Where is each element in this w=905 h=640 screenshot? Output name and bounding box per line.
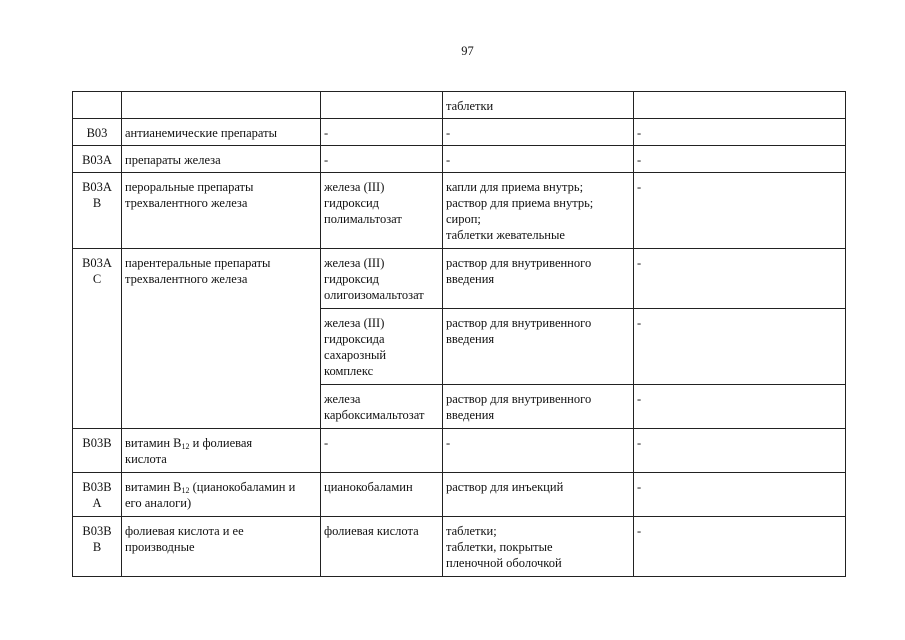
form-line: таблетки, покрытые xyxy=(446,540,553,554)
form-line: раствор для внутривенного xyxy=(446,316,592,330)
table-row-b03a xyxy=(73,146,846,173)
table-row-b03b xyxy=(73,429,846,473)
cell-group: антианемические препараты xyxy=(122,119,321,146)
cell-form xyxy=(443,517,634,577)
cell-code: B03 xyxy=(73,119,122,146)
form-line: таблетки жевательные xyxy=(446,228,565,242)
cell-form xyxy=(443,173,634,249)
group-line: парентеральные препараты xyxy=(125,256,271,270)
cell-form: - xyxy=(443,146,634,173)
cell-group xyxy=(122,517,321,577)
substance-line: железа (III) xyxy=(324,316,385,330)
cell-form xyxy=(443,309,634,385)
cell-note: - xyxy=(634,146,846,173)
group-text: и фолиевая xyxy=(189,436,253,450)
substance-line: гидроксида xyxy=(324,332,385,346)
group-subscript: 12 xyxy=(181,486,190,495)
cell-code: B03A xyxy=(73,146,122,173)
cell-substance: - xyxy=(321,146,443,173)
cell-group xyxy=(122,249,321,429)
group-text: витамин B xyxy=(125,436,182,450)
cell-code xyxy=(73,473,122,517)
cell-group xyxy=(122,473,321,517)
table-row-b03 xyxy=(73,119,846,146)
cell-note: - xyxy=(634,309,846,385)
group-line: кислота xyxy=(125,452,167,466)
code-line: B03A xyxy=(82,180,112,194)
code-line: C xyxy=(92,272,102,286)
code-line: B03B xyxy=(82,524,112,538)
cell-note: - xyxy=(634,173,846,249)
form-line: раствор для внутривенного xyxy=(446,392,592,406)
substance-line: железа (III) xyxy=(324,256,385,270)
code-line: B xyxy=(92,540,102,554)
substance-line: гидроксид xyxy=(324,196,380,210)
cell-code xyxy=(73,92,122,119)
cell-substance: - xyxy=(321,429,443,473)
cell-code: B03B xyxy=(73,429,122,473)
cell-group xyxy=(122,173,321,249)
group-text: витамин B xyxy=(125,480,182,494)
form-line: раствор для внутривенного xyxy=(446,256,592,270)
substance-line: комплекс xyxy=(324,364,374,378)
form-line: введения xyxy=(446,332,495,346)
substance-line: карбоксимальтозат xyxy=(324,408,425,422)
table-row-b03ac xyxy=(73,249,846,309)
form-line: капли для приема внутрь; xyxy=(446,180,584,194)
cell-note: - xyxy=(634,429,846,473)
form-line: таблетки; xyxy=(446,524,497,538)
group-line: трехвалентного железа xyxy=(125,196,248,210)
group-subscript: 12 xyxy=(181,442,190,451)
form-line: введения xyxy=(446,272,495,286)
substance-line: сахарозный xyxy=(324,348,387,362)
cell-substance: цианокобаламин xyxy=(321,473,443,517)
cell-note xyxy=(634,92,846,119)
substance-line: олигоизомальтозат xyxy=(324,288,424,302)
cell-substance: фолиевая кислота xyxy=(321,517,443,577)
cell-form: - xyxy=(443,429,634,473)
code-line: B xyxy=(92,196,102,210)
cell-form xyxy=(443,249,634,309)
form-line: раствор для приема внутрь; xyxy=(446,196,594,210)
cell-form: - xyxy=(443,119,634,146)
cell-code xyxy=(73,173,122,249)
table-row-b03ba xyxy=(73,473,846,517)
code-line: B03A xyxy=(82,256,112,270)
drug-table xyxy=(72,91,846,577)
form-line: сироп; xyxy=(446,212,481,226)
cell-note: - xyxy=(634,473,846,517)
group-line: его аналоги) xyxy=(125,496,192,510)
table-row-b03bb xyxy=(73,517,846,577)
cell-note: - xyxy=(634,249,846,309)
cell-substance xyxy=(321,92,443,119)
group-line: трехвалентного железа xyxy=(125,272,248,286)
form-line: пленочной оболочкой xyxy=(446,556,562,570)
substance-line: полимальтозат xyxy=(324,212,402,226)
page-number: 97 xyxy=(461,44,474,58)
substance-line: гидроксид xyxy=(324,272,380,286)
cell-form: раствор для инъекций xyxy=(443,473,634,517)
cell-substance xyxy=(321,309,443,385)
cell-note: - xyxy=(634,119,846,146)
group-text: (цианокобаламин и xyxy=(189,480,296,494)
cell-substance xyxy=(321,173,443,249)
table-row-b03ab xyxy=(73,173,846,249)
table-row-continuation xyxy=(73,92,846,119)
cell-note: - xyxy=(634,517,846,577)
group-line: пероральные препараты xyxy=(125,180,254,194)
cell-form xyxy=(443,385,634,429)
substance-line: железа (III) xyxy=(324,180,385,194)
cell-group xyxy=(122,429,321,473)
cell-group xyxy=(122,92,321,119)
substance-line: железа xyxy=(324,392,361,406)
cell-note: - xyxy=(634,385,846,429)
cell-code xyxy=(73,517,122,577)
code-line: A xyxy=(92,496,102,510)
cell-form: таблетки xyxy=(443,92,634,119)
cell-substance: - xyxy=(321,119,443,146)
group-line: производные xyxy=(125,540,195,554)
cell-substance xyxy=(321,249,443,309)
code-line: B03B xyxy=(82,480,112,494)
cell-code xyxy=(73,249,122,429)
group-line xyxy=(125,435,317,451)
group-line: фолиевая кислота и ее xyxy=(125,524,244,538)
cell-substance xyxy=(321,385,443,429)
cell-group: препараты железа xyxy=(122,146,321,173)
group-line xyxy=(125,479,317,495)
form-line: введения xyxy=(446,408,495,422)
